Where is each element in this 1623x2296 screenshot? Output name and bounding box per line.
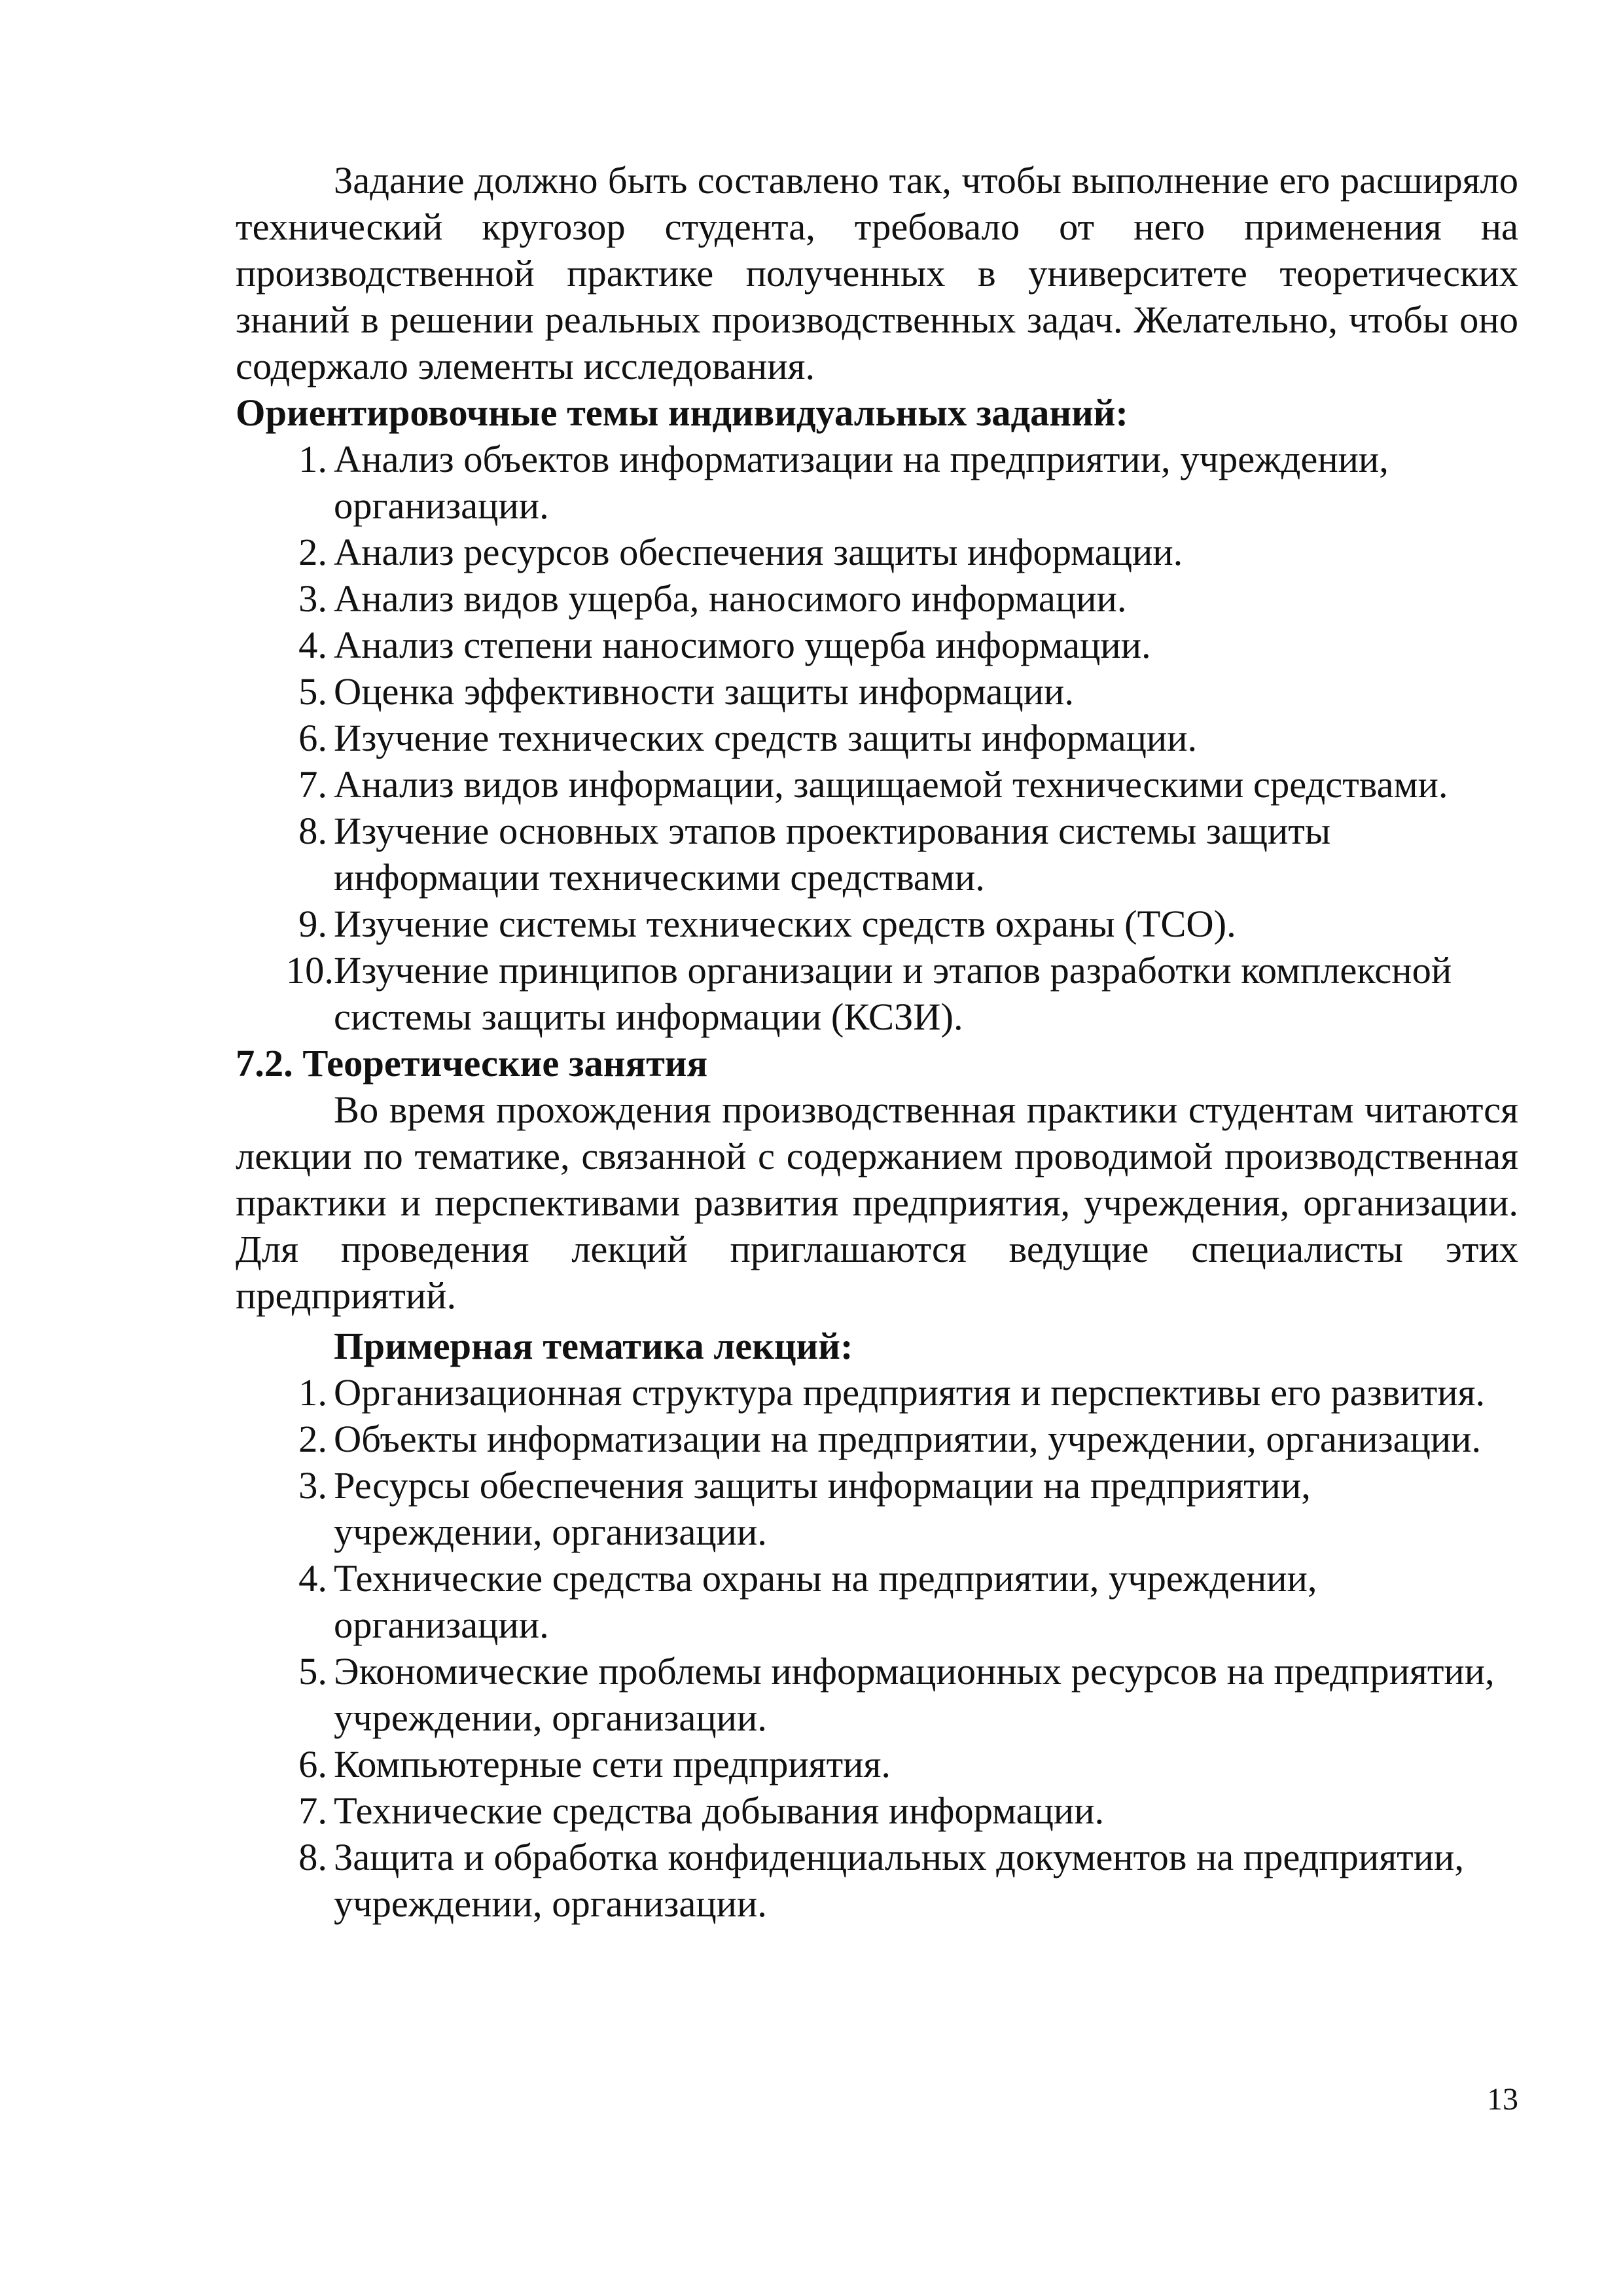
list-item-number: 1. — [298, 1371, 327, 1414]
lectures-list — [236, 1369, 1518, 1927]
list-item — [236, 668, 1518, 715]
lectures-heading: Примерная тематика лекций: — [334, 1325, 853, 1367]
list-item — [236, 1648, 1518, 1741]
list-item-text: Изучение технических средств защиты информации. — [334, 717, 1198, 759]
list-item-number: 5. — [298, 1650, 327, 1693]
list-item-number: 2. — [298, 531, 327, 573]
list-item-text: Экономические проблемы информационных ресурсов на предприятии, учреждении, организации. — [334, 1650, 1495, 1739]
section-paragraph: Во время прохождения производственная практики студентам читаются лекции по тематике, связанной с содержанием проводимой производственная практики и перспективами развития предприятия, учреждения, организации. Для проведения лекций приглашаются ведущие специалисты этих предприятий. — [236, 1088, 1518, 1317]
intro-paragraph: Задание должно быть составлено так, чтобы выполнение его расширяло технический кругозор студента, требовало от него применения на производственной практике полученных в университете теоретических знаний в решении реальных производственных задач. Желательно, чтобы оно содержало элементы исследования. — [236, 159, 1518, 387]
list-item-number: 2. — [298, 1418, 327, 1460]
list-item — [236, 715, 1518, 761]
list-item-text: Оценка эффективности защиты информации. — [334, 670, 1074, 713]
list-item — [236, 1416, 1518, 1462]
list-item — [236, 901, 1518, 947]
list-item-number: 7. — [298, 763, 327, 806]
document-page — [236, 157, 1518, 1927]
list-item-text: Объекты информатизации на предприятии, учреждении, организации. — [334, 1418, 1482, 1460]
list-item — [236, 436, 1518, 529]
list-item — [236, 1834, 1518, 1927]
list-item-number: 9. — [298, 903, 327, 945]
list-item-text: Анализ объектов информатизации на предприятии, учреждении, организации. — [334, 438, 1389, 527]
list-item-text: Изучение системы технических средств охраны (ТСО). — [334, 903, 1236, 945]
list-item-number: 6. — [298, 717, 327, 759]
list-item — [236, 1741, 1518, 1787]
list-item-text: Анализ ресурсов обеспечения защиты информации. — [334, 531, 1183, 573]
list-item — [236, 575, 1518, 622]
page-number: 13 — [1487, 2082, 1518, 2117]
list-item — [236, 622, 1518, 668]
list-item-text: Ресурсы обеспечения защиты информации на предприятии, учреждении, организации. — [334, 1464, 1311, 1553]
list-item-number: 6. — [298, 1743, 327, 1785]
topics-heading: Ориентировочные темы индивидуальных заданий: — [236, 391, 1128, 434]
list-item-number: 3. — [298, 577, 327, 620]
list-item — [236, 1787, 1518, 1834]
list-item — [236, 808, 1518, 901]
list-item-text: Анализ видов информации, защищаемой техническими средствами. — [334, 763, 1448, 806]
list-item-text: Защита и обработка конфиденциальных документов на предприятии, учреждении, организации. — [334, 1836, 1464, 1925]
list-item-number: 7. — [298, 1789, 327, 1832]
section-heading: 7.2. Теоретические занятия — [236, 1042, 708, 1085]
list-item-number: 8. — [298, 810, 327, 852]
topics-list — [236, 436, 1518, 1040]
list-item-text: Изучение основных этапов проектирования системы защиты информации техническими средствами. — [334, 810, 1331, 899]
list-item-text: Технические средства охраны на предприятии, учреждении, организации. — [334, 1557, 1317, 1646]
list-item — [236, 1369, 1518, 1416]
list-item-number: 8. — [298, 1836, 327, 1878]
list-item-text: Компьютерные сети предприятия. — [334, 1743, 891, 1785]
list-item-text: Изучение принципов организации и этапов разработки комплексной системы защиты информации (КСЗИ). — [334, 949, 1452, 1038]
list-item-number: 5. — [298, 670, 327, 713]
list-item-number: 10. — [285, 949, 334, 992]
list-item — [236, 947, 1518, 1040]
list-item-number: 4. — [298, 624, 327, 666]
list-item — [236, 761, 1518, 808]
list-item-text: Анализ степени наносимого ущерба информации. — [334, 624, 1151, 666]
list-item — [236, 1462, 1518, 1555]
list-item-text: Организационная структура предприятия и перспективы его развития. — [334, 1371, 1486, 1414]
list-item-number: 3. — [298, 1464, 327, 1507]
list-item-number: 4. — [298, 1557, 327, 1600]
list-item — [236, 1555, 1518, 1648]
list-item — [236, 529, 1518, 575]
list-item-text: Технические средства добывания информации. — [334, 1789, 1105, 1832]
list-item-text: Анализ видов ущерба, наносимого информации. — [334, 577, 1127, 620]
list-item-number: 1. — [298, 438, 327, 480]
